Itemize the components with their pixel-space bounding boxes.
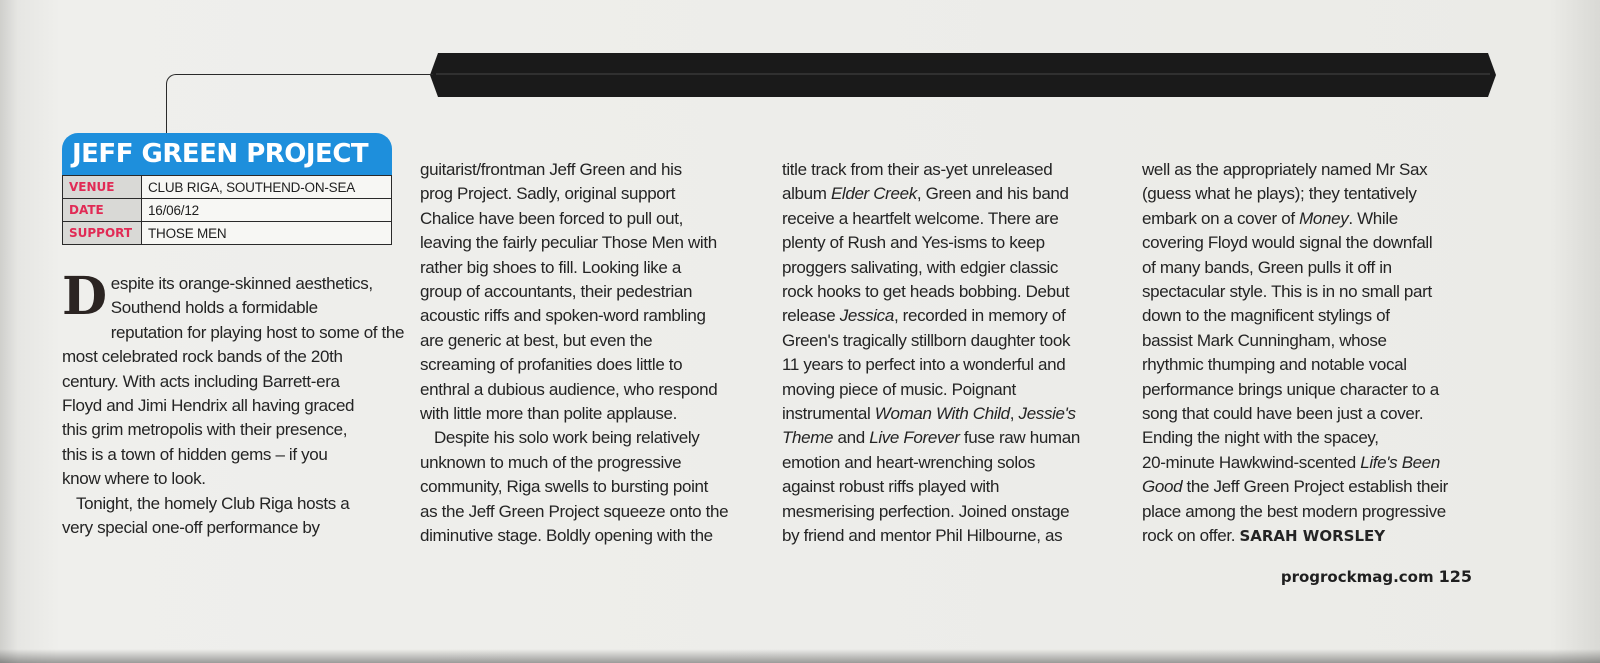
text-run: ,	[1009, 404, 1019, 424]
website-url: progrockmag.com	[1280, 568, 1434, 586]
text-run: . While	[1348, 208, 1398, 228]
song-title: Jessie's	[1018, 404, 1076, 424]
song-title: Jessica	[839, 306, 894, 326]
text-line: proggers salivating, with edgier classic	[782, 257, 1059, 277]
text-line: this grim metropolis with their presence,	[62, 420, 348, 440]
text-line: emotion and heart-wrenching solos	[782, 452, 1036, 472]
article-column-2	[420, 158, 756, 549]
band-title: JEFF GREEN PROJECT	[62, 133, 392, 175]
gig-info-box	[62, 133, 392, 245]
text-line: Ending the night with the spacey,	[1142, 428, 1379, 448]
text-line: prog Project. Sadly, original support	[420, 184, 676, 204]
text-line: espite its orange-skinned aesthetics,	[110, 274, 373, 293]
text-line: moving piece of music. Poignant	[782, 379, 1016, 399]
text-run: , Green and his band	[916, 184, 1069, 204]
article-column-3	[782, 158, 1118, 549]
song-title: Good	[1142, 477, 1183, 497]
header-bar-shape	[430, 53, 1496, 97]
text-line: leaving the fairly peculiar Those Men with	[420, 233, 717, 253]
song-title: Life's Been	[1360, 452, 1440, 472]
text-line: with little more than polite applause.	[420, 404, 677, 424]
text-line: this is a town of hidden gems – if you	[62, 444, 328, 464]
text-line: as the Jeff Green Project squeeze onto the	[420, 501, 729, 521]
text-line: bassist Mark Cunningham, whose	[1142, 330, 1387, 350]
text-line	[782, 182, 1118, 206]
page-footer	[1281, 567, 1472, 586]
text-run: , recorded in memory of	[893, 306, 1066, 326]
text-line	[782, 304, 1118, 328]
text-line: Green's tragically stillborn daughter took	[782, 330, 1071, 350]
text-run: rock on offer.	[1142, 526, 1240, 546]
article-column-4	[1142, 158, 1478, 549]
text-run: instrumental	[782, 404, 875, 424]
text-line	[1142, 475, 1478, 499]
gig-info-table	[62, 175, 392, 245]
text-run: the Jeff Green Project establish their	[1182, 477, 1448, 497]
text-line: enthral a dubious audience, who respond	[420, 379, 718, 399]
text-line: plenty of Rush and Yes-isms to keep	[782, 233, 1045, 253]
info-row-date	[63, 199, 392, 222]
song-title: Money	[1299, 208, 1349, 228]
text-line: of many bands, Green pulls it off in	[1142, 257, 1392, 277]
article-column-1	[62, 266, 405, 540]
text-line: diminutive stage. Boldly opening with the	[420, 526, 713, 546]
song-title: Theme	[782, 428, 834, 448]
author-byline: SARAH WORSLEY	[1239, 527, 1386, 546]
text-line: rock hooks to get heads bobbing. Debut	[782, 282, 1070, 302]
text-line: guitarist/frontman Jeff Green and his	[420, 160, 682, 179]
text-line: unknown to much of the progressive	[420, 452, 682, 472]
text-line: know where to look.	[62, 469, 206, 489]
text-line	[782, 426, 1118, 450]
text-line: Southend holds a formidable	[110, 298, 318, 318]
venue-label: VENUE	[63, 176, 142, 199]
support-value: THOSE MEN	[142, 222, 392, 245]
text-line: community, Riga swells to bursting point	[420, 477, 709, 497]
text-run: embark on a cover of	[1142, 208, 1300, 228]
info-row-support	[63, 222, 392, 245]
venue-value: CLUB RIGA, SOUTHEND-ON-SEA	[142, 176, 392, 199]
text-line	[1142, 451, 1478, 475]
text-line: acoustic riffs and spoken-word rambling	[420, 306, 706, 326]
text-line: place among the best modern progressive	[1142, 501, 1446, 521]
text-line: are generic at best, but even the	[420, 330, 653, 350]
text-line: rather big shoes to fill. Looking like a	[420, 257, 681, 277]
text-line: Despite his solo work being relatively	[434, 428, 700, 448]
text-run: release	[782, 306, 840, 326]
text-line: against robust riffs played with	[782, 477, 1000, 497]
info-row-venue	[63, 176, 392, 199]
text-run: album	[782, 184, 831, 204]
text-line: well as the appropriately named Mr Sax	[1142, 160, 1428, 179]
support-label: SUPPORT	[63, 222, 142, 245]
text-line: Tonight, the homely Club Riga hosts a	[76, 493, 350, 513]
text-line: performance brings unique character to a	[1142, 379, 1439, 399]
song-title: Live Forever	[869, 428, 960, 448]
text-line: Chalice have been forced to pull out,	[420, 208, 684, 228]
text-line: song that could have been just a cover.	[1142, 404, 1424, 424]
drop-cap: D	[62, 266, 107, 327]
text-line: most celebrated rock bands of the 20th	[62, 347, 343, 367]
text-line: (guess what he plays); they tentatively	[1142, 184, 1417, 204]
text-line: rhythmic thumping and notable vocal	[1142, 355, 1407, 375]
text-line: mesmerising perfection. Joined onstage	[782, 501, 1070, 521]
text-line: spectacular style. This is in no small part	[1142, 282, 1432, 302]
text-line: group of accountants, their pedestrian	[420, 282, 693, 302]
text-line: covering Floyd would signal the downfall	[1142, 233, 1433, 253]
page-number: 125	[1438, 567, 1472, 586]
date-label: DATE	[63, 199, 142, 222]
text-line: Floyd and Jimi Hendrix all having graced	[62, 396, 355, 416]
page-edge-shadow	[0, 649, 1600, 663]
text-line	[1142, 524, 1478, 548]
text-line: receive a heartfelt welcome. There are	[782, 208, 1059, 228]
album-title: Elder Creek	[830, 184, 917, 204]
header-bar	[430, 53, 1496, 97]
date-value: 16/06/12	[142, 199, 392, 222]
text-line: 11 years to perfect into a wonderful and	[782, 355, 1066, 375]
text-line: title track from their as-yet unreleased	[782, 160, 1053, 179]
song-title: Woman With Child	[874, 404, 1010, 424]
text-run: 20-minute Hawkwind-scented	[1142, 452, 1361, 472]
text-run: and	[833, 428, 870, 448]
text-line	[1142, 207, 1478, 231]
text-run: fuse raw human	[959, 428, 1080, 448]
text-line: reputation for playing host to some of the	[110, 322, 405, 342]
text-line: by friend and mentor Phil Hilbourne, as	[782, 526, 1063, 546]
text-line	[782, 402, 1118, 426]
text-line: very special one-off performance by	[62, 518, 320, 538]
text-line: screaming of profanities does little to	[420, 355, 683, 375]
text-line: century. With acts including Barrett-era	[62, 371, 340, 391]
text-line: down to the magnificent stylings of	[1142, 306, 1390, 326]
